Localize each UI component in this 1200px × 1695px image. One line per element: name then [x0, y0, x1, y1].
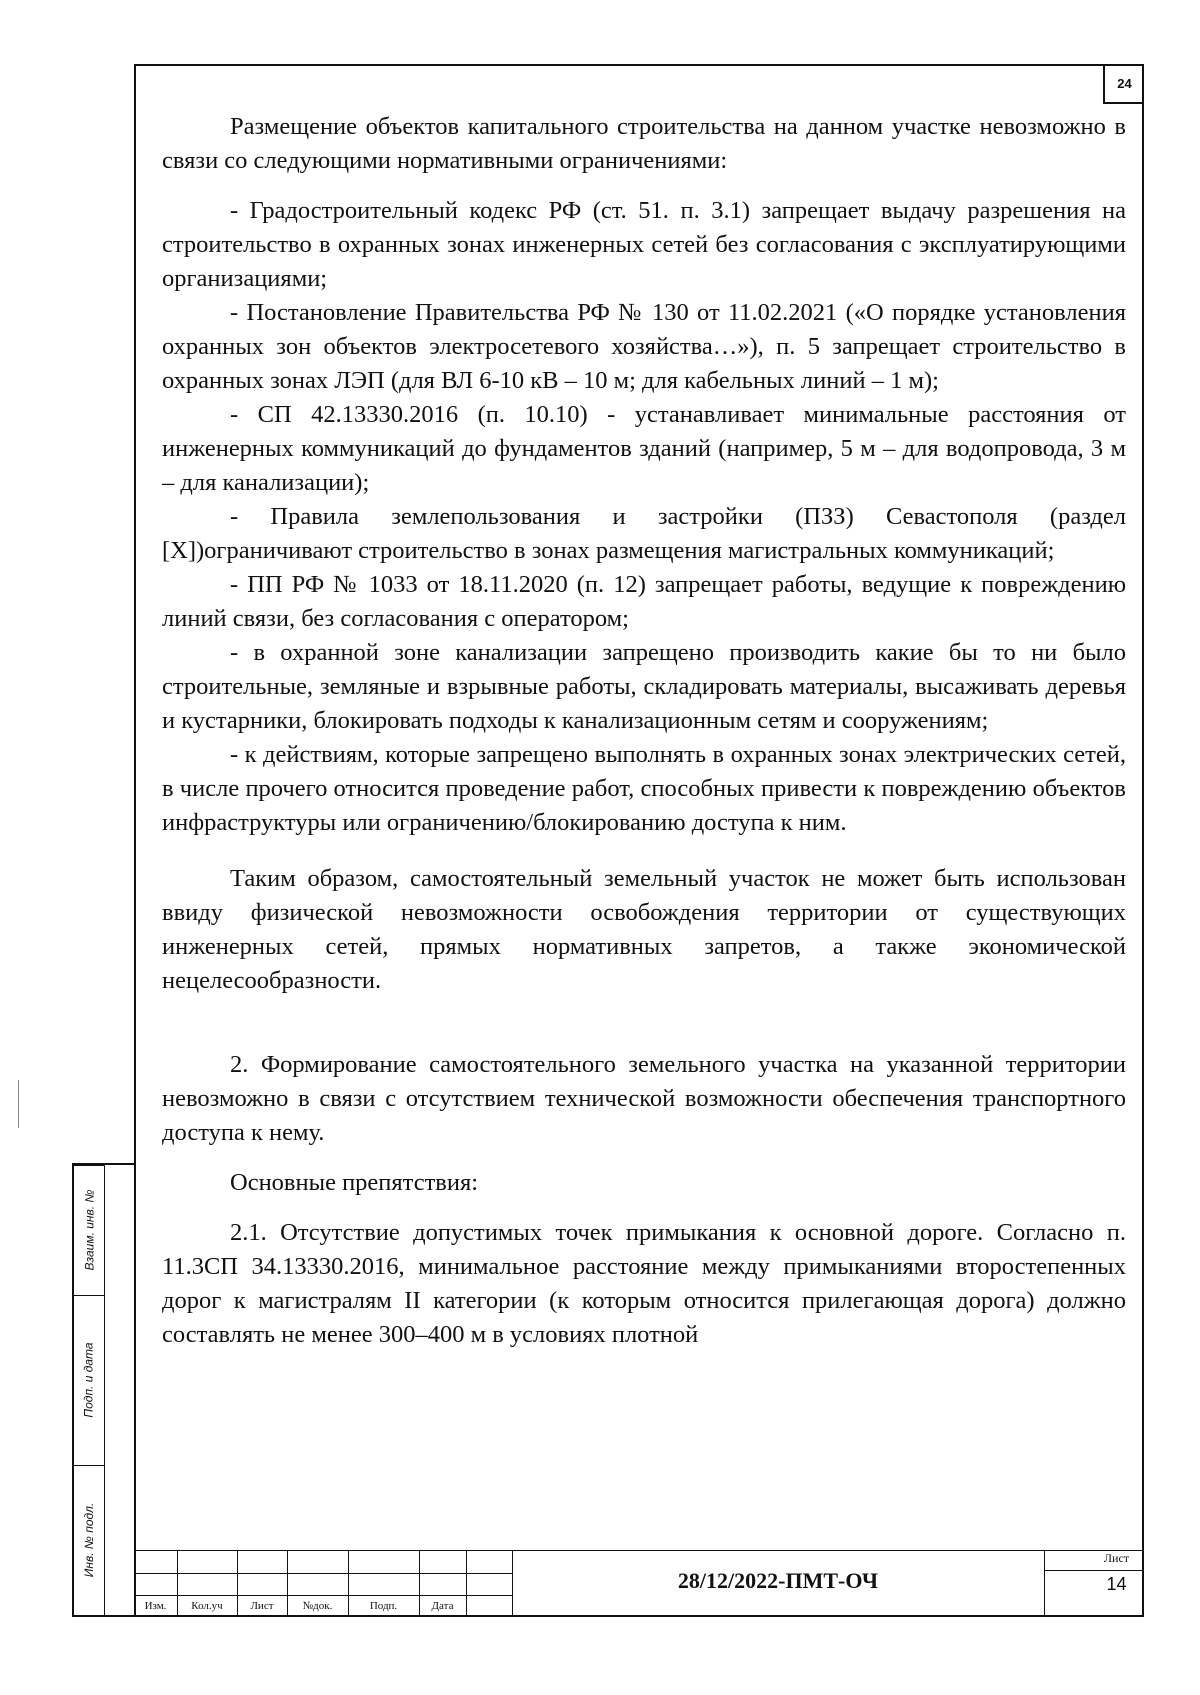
sheet-number: 14: [1106, 1574, 1127, 1594]
document-code: 28/12/2022-ПМТ-ОЧ: [677, 1568, 879, 1593]
paragraph-intro: Размещение объектов капитального строительства на данном участке невозможно в связи со следующими нормативными ограничениями:: [162, 113, 1126, 174]
side-label-podp: Подп. и дата: [82, 1342, 96, 1418]
title-block: [134, 1550, 1144, 1617]
side-label-vzaim: Взаим. инв. №: [82, 1189, 96, 1271]
paragraph-item: - Постановление Правительства РФ № 130 от 11.02.2021 («О порядке установления охранных зон объектов электросетевого хозяйства…»), п. 5 запрещает строительство в охранных зонах ЛЭП (для ВЛ 6-10 кВ – 10 м; для кабельных линий – 1 м);: [162, 299, 1126, 394]
margin-mark: [18, 1080, 19, 1128]
side-stamp: [72, 1163, 134, 1617]
document-body: [162, 110, 1126, 1352]
paragraph-section-2: 2. Формирование самостоятельного земельного участка на указанной территории невозможно в связи с отсутствием технической возможности обеспечения транспортного доступа к нему.: [162, 1051, 1126, 1146]
col-kol-label: Кол.уч: [191, 1600, 223, 1612]
paragraph-heading: Основные препятствия:: [230, 1169, 479, 1196]
paragraph-item: - Правила землепользования и застройки (ПЗЗ) Севастополя (раздел [X])ограничивают строительство в зонах размещения магистральных коммуникаций;: [162, 503, 1126, 564]
paragraph-section-2-1: 2.1. Отсутствие допустимых точек примыкания к основной дороге. Согласно п. 11.3СП 34.13330.2016, минимальное расстояние между примыканиями второстепенных дорог к магистралям II категории (к которым относится прилегающая дорога) должно составлять не менее 300–400 м в условиях плотной: [162, 1219, 1126, 1348]
paragraph-item: - в охранной зоне канализации запрещено производить какие бы то ни было строительные, земляные и взрывные работы, складировать материалы, высаживать деревья и кустарники, блокировать подходы к канализационным сетям и сооружениям;: [162, 639, 1126, 734]
paragraph-item: - к действиям, которые запрещено выполнять в охранных зонах электрических сетей, в числе прочего относится проведение работ, способных привести к повреждению объектов инфраструктуры или ограничению/блокированию доступа к ним.: [162, 741, 1126, 836]
col-list-label: Лист: [250, 1600, 274, 1612]
col-data-label: Дата: [431, 1600, 454, 1612]
sheet-label: Лист: [1103, 1551, 1130, 1565]
col-izm-label: Изм.: [144, 1600, 167, 1612]
col-podp-label: Подп.: [369, 1600, 398, 1612]
paragraph-conclusion: Таким образом, самостоятельный земельный участок не может быть использован ввиду физической невозможности освобождения территории от существующих инженерных сетей, прямых нормативных запретов, а также экономической нецелесообразности.: [162, 865, 1126, 994]
page-number: 24: [1103, 64, 1144, 104]
paragraph-item: - Градостроительный кодекс РФ (ст. 51. п. 3.1) запрещает выдачу разрешения на строительство в охранных зонах инженерных сетей без согласования с эксплуатирующими организациями;: [162, 197, 1126, 292]
paragraph-item: - ПП РФ № 1033 от 18.11.2020 (п. 12) запрещает работы, ведущие к повреждению линий связи, без согласования с оператором;: [162, 571, 1126, 632]
col-ndok-label: №док.: [302, 1600, 333, 1612]
paragraph-item: - СП 42.13330.2016 (п. 10.10) - устанавливает минимальные расстояния от инженерных коммуникаций до фундаментов зданий (например, 5 м – для водопровода, 3 м – для канализации);: [162, 401, 1126, 496]
side-label-inv: Инв. № подл.: [82, 1502, 96, 1578]
